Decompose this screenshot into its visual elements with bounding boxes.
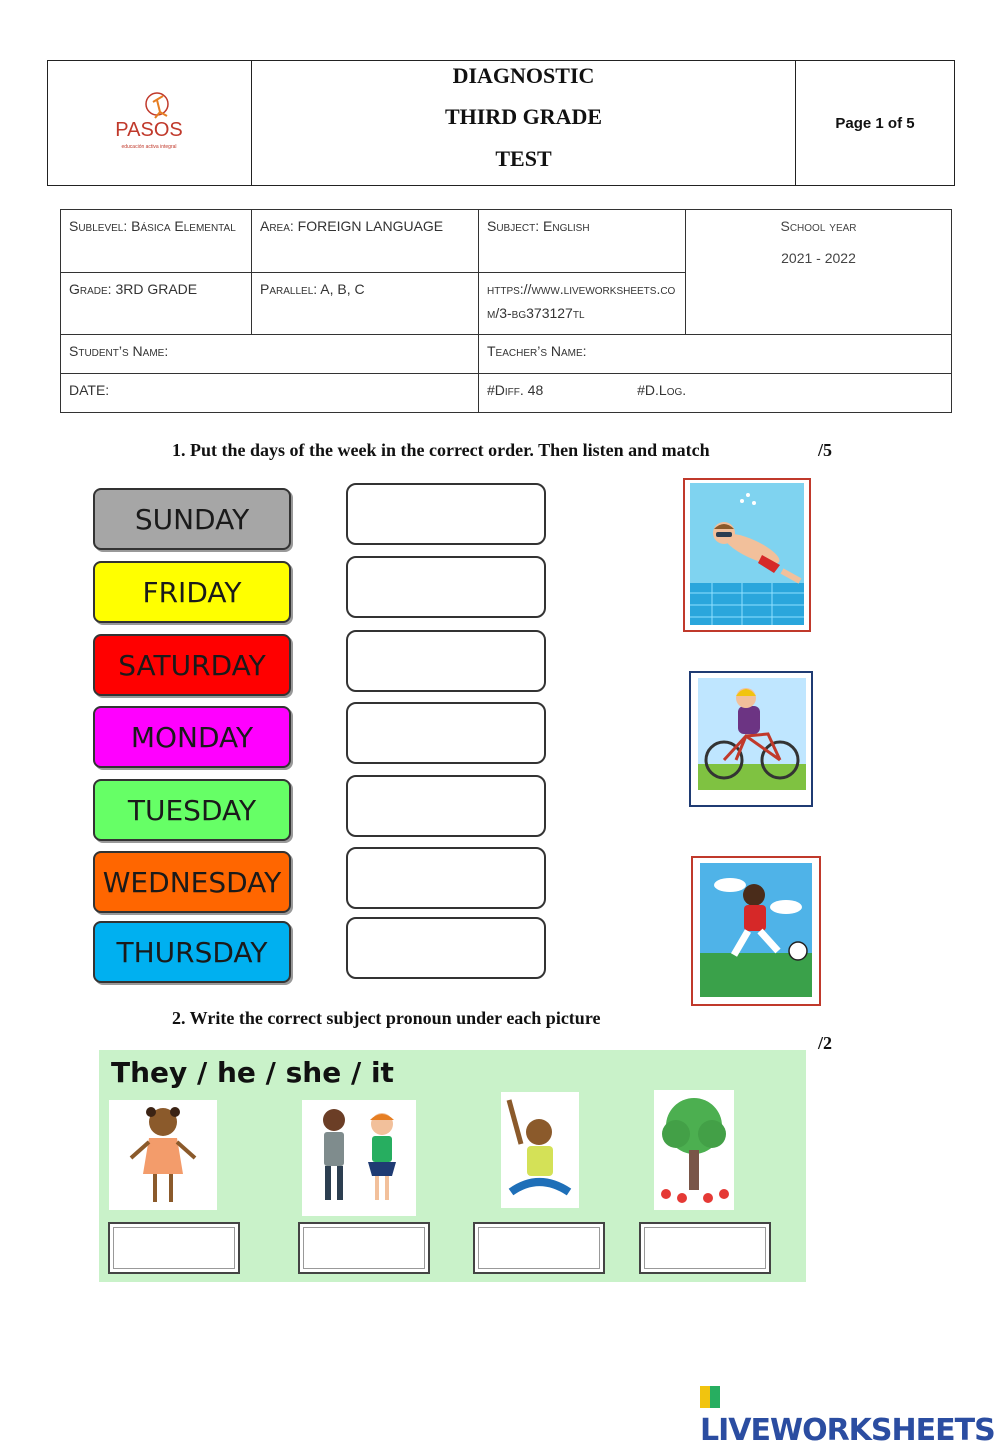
subject-cell: Subject: English [479,210,686,273]
student-name-cell: Student’s Name: [61,335,479,374]
school-year-label: School year [780,218,857,234]
page-number: Page 1 of 5 [835,114,915,132]
q1-title: 1. Put the days of the week in the correct order. Then listen and match [172,440,710,460]
title-line-2: THIRD GRADE [444,104,603,130]
answer-slot-3[interactable] [346,630,546,692]
title-cell [252,61,796,185]
school-year-cell [686,210,952,335]
day-label-sunday[interactable] [93,488,291,550]
teacher-name-cell: Teacher’s Name: [479,335,952,374]
diff-value: #Diff. 48 [487,382,544,398]
day-text: MONDAY [130,720,254,754]
cycling-picture[interactable] [688,670,816,808]
pronoun-panel [99,1050,806,1282]
title-line-3: TEST [495,145,552,171]
answer-slot-6[interactable] [346,847,546,909]
grade-cell: Grade: 3RD GRADE [61,273,252,335]
answer-slot-4[interactable] [346,702,546,764]
girl-picture [109,1100,217,1210]
day-label-tuesday[interactable] [93,779,291,841]
day-label-thursday[interactable] [93,921,291,983]
boy-picture [501,1092,579,1208]
pronoun-answer-4[interactable] [639,1222,771,1274]
diff-cell [479,374,952,413]
day-label-monday[interactable] [93,706,291,768]
liveworksheets-icon [700,1386,720,1408]
q2-title: 2. Write the correct subject pronoun under each picture [172,1008,601,1028]
soccer-picture[interactable] [690,855,822,1007]
answer-slot-2[interactable] [346,556,546,618]
date-cell: DATE: [61,374,479,413]
school-year-value: 2021 - 2022 [781,250,856,266]
day-text: THURSDAY [116,935,268,969]
day-label-friday[interactable] [93,561,291,623]
day-text: SATURDAY [118,648,266,682]
pronoun-answer-1[interactable] [108,1222,240,1274]
swimming-picture[interactable] [682,477,814,633]
pronoun-answer-2[interactable] [298,1222,430,1274]
q1-score: /5 [818,440,833,460]
answer-slot-5[interactable] [346,775,546,837]
logo-cell [48,61,252,185]
pasos-logo [105,88,195,158]
sublevel-cell: Sublevel: Básica Elemental [61,210,252,273]
info-table [60,209,952,413]
day-text: FRIDAY [142,575,242,609]
area-cell: Area: FOREIGN LANGUAGE [252,210,479,273]
answer-slot-7[interactable] [346,917,546,979]
day-text: TUESDAY [127,793,257,827]
pronoun-answer-3[interactable] [473,1222,605,1274]
day-text: WEDNESDAY [102,865,282,899]
header-table [47,60,955,186]
q2-score: /2 [818,1033,833,1053]
day-label-saturday[interactable] [93,634,291,696]
answer-slot-1[interactable] [346,483,546,545]
dlog-value: #D.Log. [637,382,687,398]
parallel-cell: Parallel: A, B, C [252,273,479,335]
url-cell: https://www.liveworksheets.com/3-bg373127tl [479,273,686,335]
logo-tagline: educación activa integral [120,144,177,150]
brand-text: LIVEWORKSHEETS [700,1413,995,1448]
children-picture [302,1100,416,1216]
liveworksheets-logo [700,1378,1000,1448]
title-line-1: DIAGNOSTIC [452,63,595,88]
day-label-wednesday[interactable] [93,851,291,913]
logo-text: PASOS [114,119,183,141]
tree-picture [654,1090,734,1210]
word-bank: They / he / she / it [111,1056,394,1089]
day-text: SUNDAY [134,502,250,536]
